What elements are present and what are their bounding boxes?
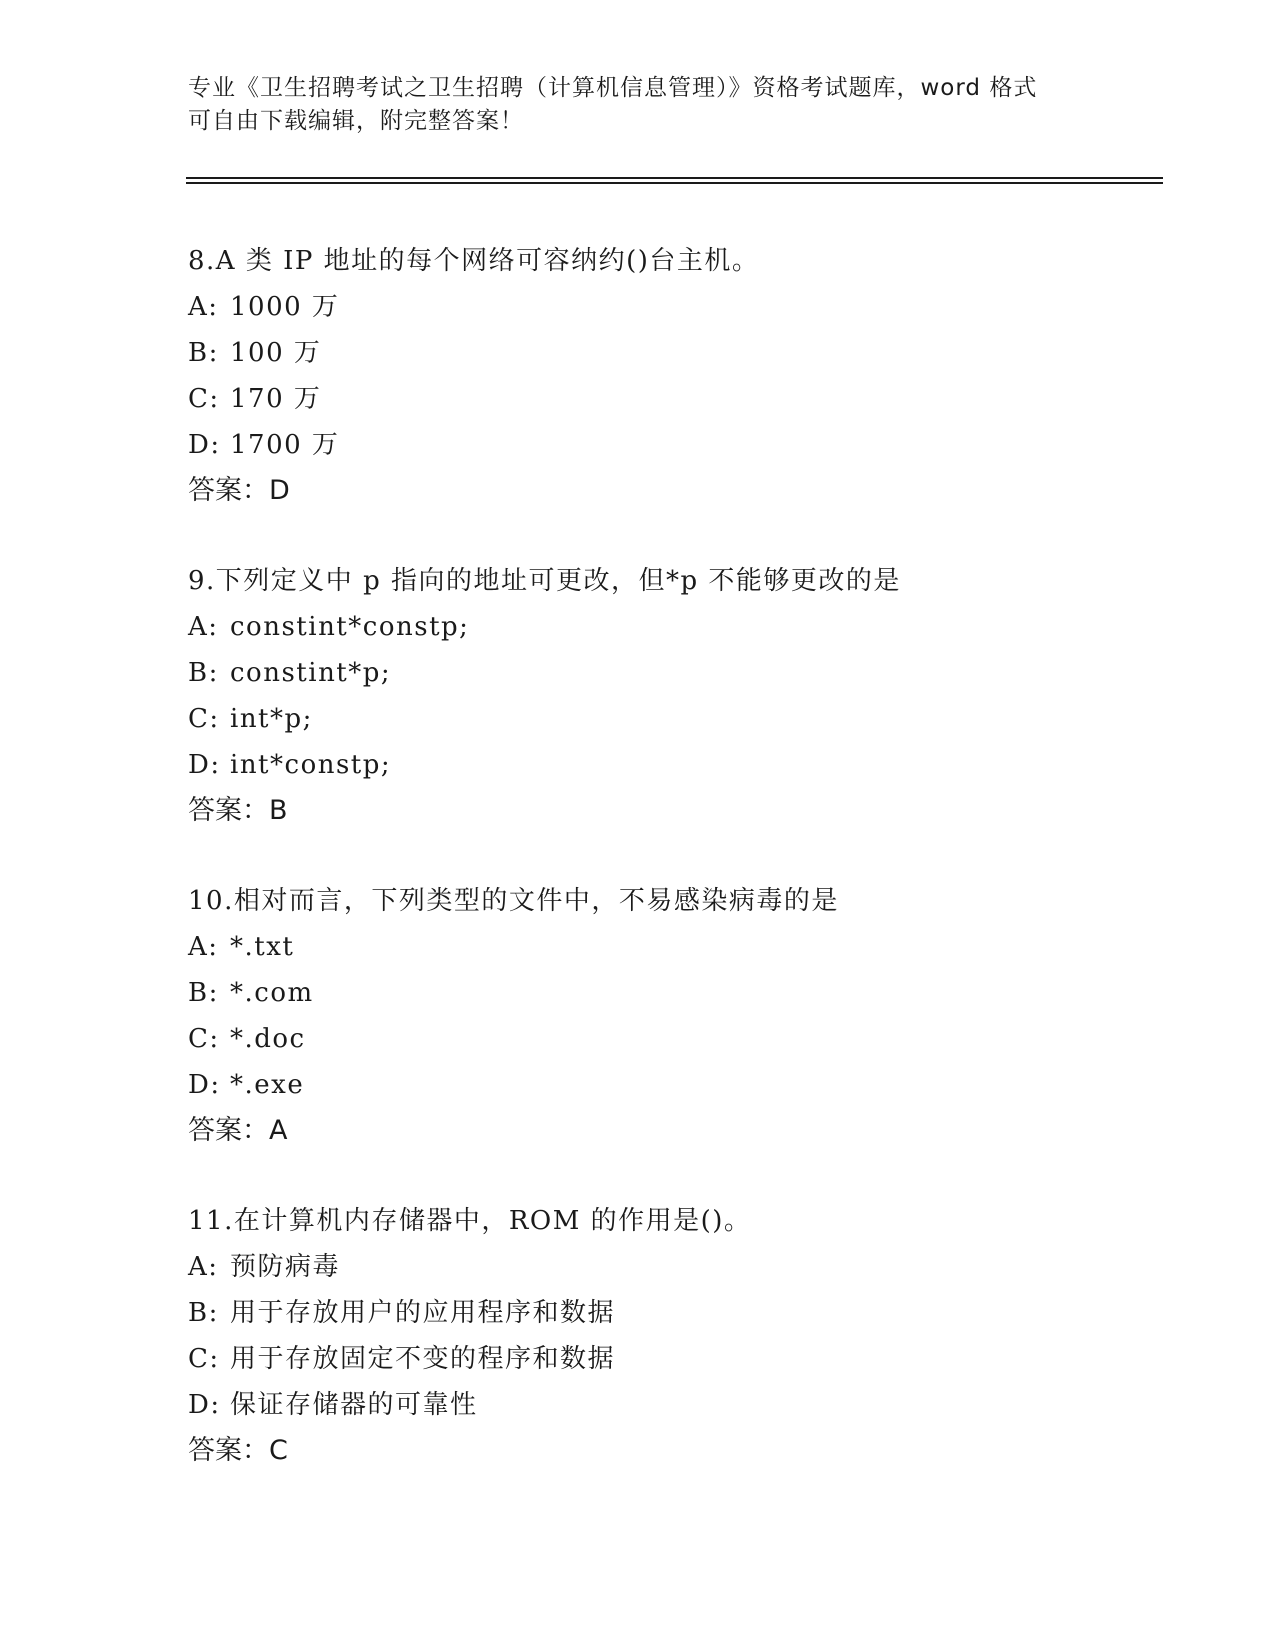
header-divider-top [186,177,1163,179]
option-a [188,604,1168,650]
option-value: *.doc [230,1024,306,1054]
option-key: D: [188,1070,221,1100]
answer-text: 答案：C [188,1435,288,1466]
option-value: 预防病毒 [230,1252,341,1282]
option-value: constint*constp; [230,612,470,642]
option-c [188,1336,1168,1382]
option-value: 1000 万 [230,292,340,322]
option-value: *.txt [230,932,295,962]
question-text: 10.相对而言，下列类型的文件中，不易感染病毒的是 [188,886,839,916]
option-a [188,924,1168,970]
header-line-1: 专业《卫生招聘考试之卫生招聘（计算机信息管理）》资格考试题库，word 格式 [188,75,1038,101]
option-c [188,376,1168,422]
option-key: A: [188,292,219,322]
option-d [188,742,1168,788]
option-key: B: [188,658,219,688]
option-key: A: [188,1252,219,1282]
question-text: 9.下列定义中 p 指向的地址可更改，但*p 不能够更改的是 [188,566,901,596]
answer-text: 答案：B [188,795,288,826]
option-value: 保证存储器的可靠性 [230,1390,478,1420]
option-b [188,330,1168,376]
option-c [188,696,1168,742]
option-value: constint*p; [230,658,392,688]
question-9 [188,558,1168,834]
option-a [188,284,1168,330]
question-text: 8.A 类 IP 地址的每个网络可容纳约()台主机。 [188,246,760,276]
answer-text: 答案：D [188,475,290,506]
option-key: C: [188,384,220,414]
document-header [188,72,1088,138]
question-text: 11.在计算机内存储器中，ROM 的作用是()。 [188,1206,752,1236]
option-key: C: [188,1024,220,1054]
option-value: 1700 万 [230,430,340,460]
answer-text: 答案：A [188,1115,288,1146]
header-divider-bottom [186,182,1163,184]
option-value: 100 万 [230,338,322,368]
option-value: 用于存放用户的应用程序和数据 [230,1298,616,1328]
question-8 [188,238,1168,514]
option-b [188,650,1168,696]
question-list [188,238,1168,1518]
option-a [188,1244,1168,1290]
option-value: int*p; [230,704,313,734]
option-c [188,1016,1168,1062]
question-11 [188,1198,1168,1474]
question-10 [188,878,1168,1154]
option-value: *.exe [230,1070,305,1100]
option-b [188,970,1168,1016]
option-d [188,1382,1168,1428]
header-line-2: 可自由下载编辑，附完整答案！ [188,108,524,134]
option-key: D: [188,750,221,780]
option-d [188,1062,1168,1108]
option-value: 170 万 [230,384,322,414]
option-d [188,422,1168,468]
option-value: *.com [230,978,314,1008]
option-key: A: [188,932,219,962]
option-key: D: [188,430,221,460]
option-value: int*constp; [230,750,392,780]
option-key: A: [188,612,219,642]
option-value: 用于存放固定不变的程序和数据 [230,1344,616,1374]
option-key: B: [188,1298,219,1328]
option-key: B: [188,978,219,1008]
option-key: C: [188,704,220,734]
option-key: D: [188,1390,221,1420]
option-key: C: [188,1344,220,1374]
option-key: B: [188,338,219,368]
option-b [188,1290,1168,1336]
